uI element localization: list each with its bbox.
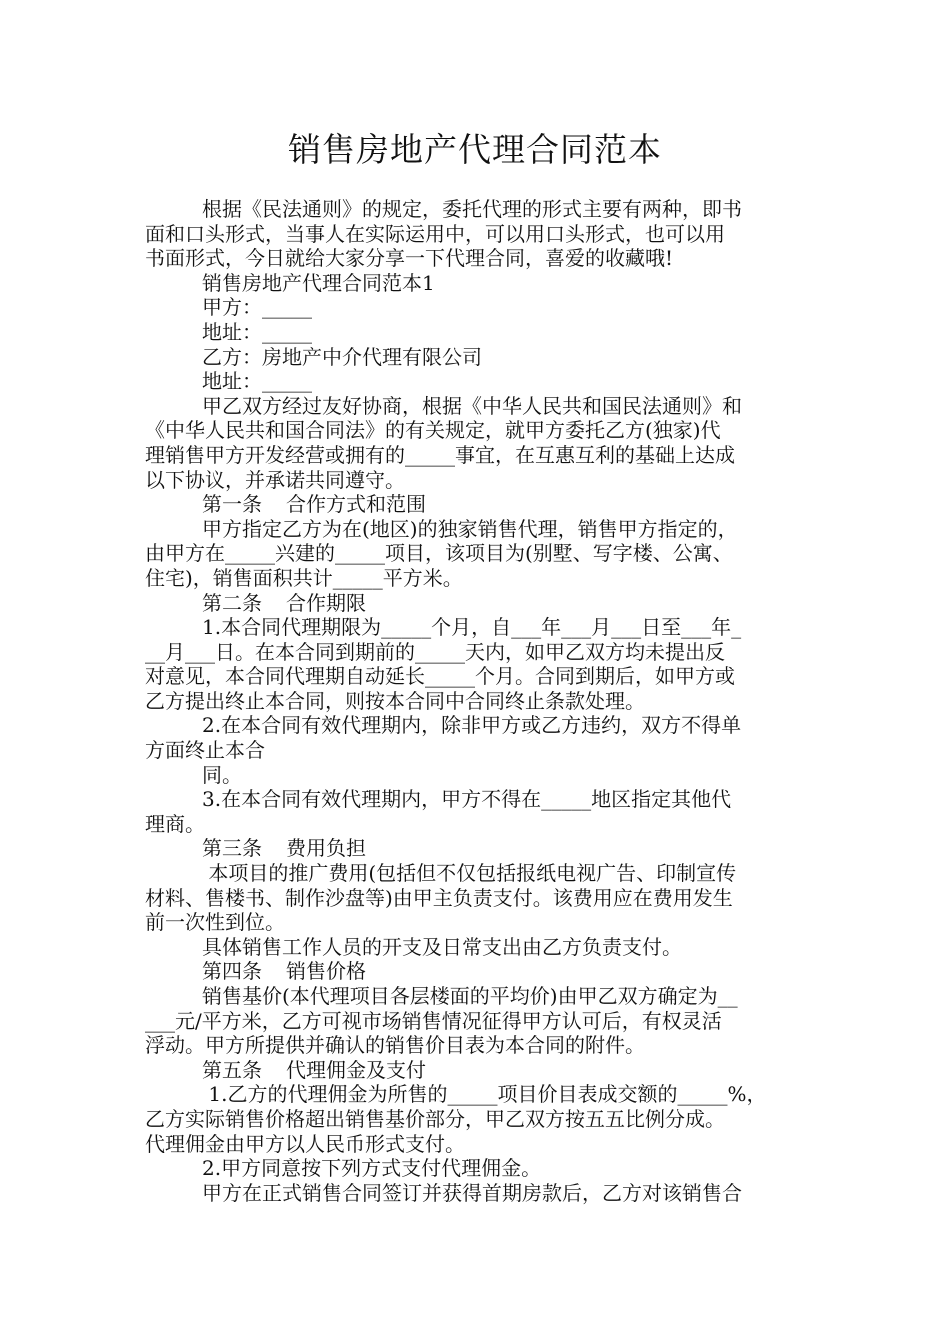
- article-number: 第二条: [202, 590, 262, 615]
- paragraph-line: 前一次性到位。: [145, 910, 285, 935]
- article-title: 合作期限: [286, 590, 366, 615]
- article-heading: [145, 959, 810, 984]
- document-body: [145, 197, 810, 1205]
- paragraph-line: 2.甲方同意按下列方式支付代理佣金。: [202, 1156, 542, 1181]
- paragraph-line: 3.在本合同有效代理期内，甲方不得在_____地区指定其他代: [202, 787, 732, 812]
- section-heading: 销售房地产代理合同范本1: [202, 270, 435, 295]
- article-title: 合作方式和范围: [286, 492, 426, 517]
- article-heading: [145, 492, 810, 517]
- paragraph-line: 方面终止本合: [145, 738, 265, 763]
- address-line: 地址：_____: [202, 319, 312, 344]
- article-title: 销售价格: [286, 959, 366, 984]
- paragraph-line: 对意见，本合同代理期自动延长_____个月。合同到期后，如甲方或: [145, 664, 735, 689]
- article-title: 代理佣金及支付: [286, 1057, 426, 1082]
- paragraph-line: 以下协议，并承诺共同遵守。: [145, 467, 405, 492]
- paragraph-line: 甲方在正式销售合同签订并获得首期房款后，乙方对该销售合: [202, 1180, 742, 1205]
- article-number: 第四条: [202, 959, 262, 984]
- paragraph-line: 2.在本合同有效代理期内，除非甲方或乙方违约，双方不得单: [202, 713, 742, 738]
- paragraph-line: 《中华人民共和国合同法》的有关规定，就甲方委托乙方(独家)代: [145, 418, 721, 443]
- paragraph-line: 本项目的推广费用(包括但不仅包括报纸电视广告、印制宣传: [202, 861, 737, 886]
- document-title: 销售房地产代理合同范本: [288, 130, 662, 169]
- paragraph-line: 具体销售工作人员的开支及日常支出由乙方负责支付。: [202, 934, 682, 959]
- article-title: 费用负担: [286, 836, 366, 861]
- article-number: 第一条: [202, 492, 262, 517]
- paragraph-line: 浮动。甲方所提供并确认的销售价目表为本合同的附件。: [145, 1033, 645, 1058]
- article-heading: [145, 591, 810, 616]
- paragraph-line: 同。: [202, 762, 242, 787]
- article-heading: [145, 1058, 810, 1083]
- paragraph-line: 代理佣金由甲方以人民币形式支付。: [145, 1131, 465, 1156]
- paragraph-line: 1.本合同代理期限为_____个月，自___年___月___日至___年_: [202, 615, 742, 640]
- paragraph-line: 乙方提出终止本合同，则按本合同中合同终止条款处理。: [145, 688, 645, 713]
- paragraph-line: 理销售甲方开发经营或拥有的_____事宜，在互惠互利的基础上达成: [145, 442, 735, 467]
- paragraph-line: 甲乙双方经过友好协商，根据《中华人民共和国民法通则》和: [202, 393, 742, 418]
- party-b-line: 乙方：房地产中介代理有限公司: [202, 344, 482, 369]
- article-number: 第五条: [202, 1057, 262, 1082]
- paragraph-line: 销售基价(本代理项目各层楼面的平均价)由甲乙双方确定为__: [202, 984, 738, 1008]
- paragraph-line: 书面形式，今日就给大家分享一下代理合同，喜爱的收藏哦!: [145, 246, 674, 271]
- paragraph-line: 1.乙方的代理佣金为所售的_____项目价目表成交额的_____%，: [202, 1082, 767, 1107]
- article-heading: [145, 836, 810, 861]
- paragraph-line: 由甲方在_____兴建的_____项目，该项目为(别墅、写字楼、公寓、: [145, 541, 733, 566]
- paragraph-line: 乙方实际销售价格超出销售基价部分，甲乙双方按五五比例分成。: [145, 1106, 725, 1131]
- paragraph-line: 住宅)，销售面积共计_____平方米。: [145, 565, 463, 590]
- address-line: 地址：_____: [202, 369, 312, 394]
- article-number: 第三条: [202, 836, 262, 861]
- paragraph-line: 理商。: [145, 811, 205, 836]
- paragraph-line: 面和口头形式，当事人在实际运用中，可以用口头形式，也可以用: [145, 221, 725, 246]
- paragraph-line: 根据《民法通则》的规定，委托代理的形式主要有两种，即书: [202, 197, 742, 221]
- paragraph-line: __月___日。在本合同到期前的_____天内，如甲乙双方均未提出反: [145, 639, 725, 664]
- paragraph-line: ___元/平方米，乙方可视市场销售情况征得甲方认可后，有权灵活: [145, 1008, 722, 1033]
- party-a-line: 甲方：_____: [202, 295, 312, 320]
- paragraph-line: 甲方指定乙方为在(地区)的独家销售代理，销售甲方指定的，: [202, 516, 738, 541]
- paragraph-line: 材料、售楼书、制作沙盘等)由甲主负责支付。该费用应在费用发生: [145, 885, 733, 910]
